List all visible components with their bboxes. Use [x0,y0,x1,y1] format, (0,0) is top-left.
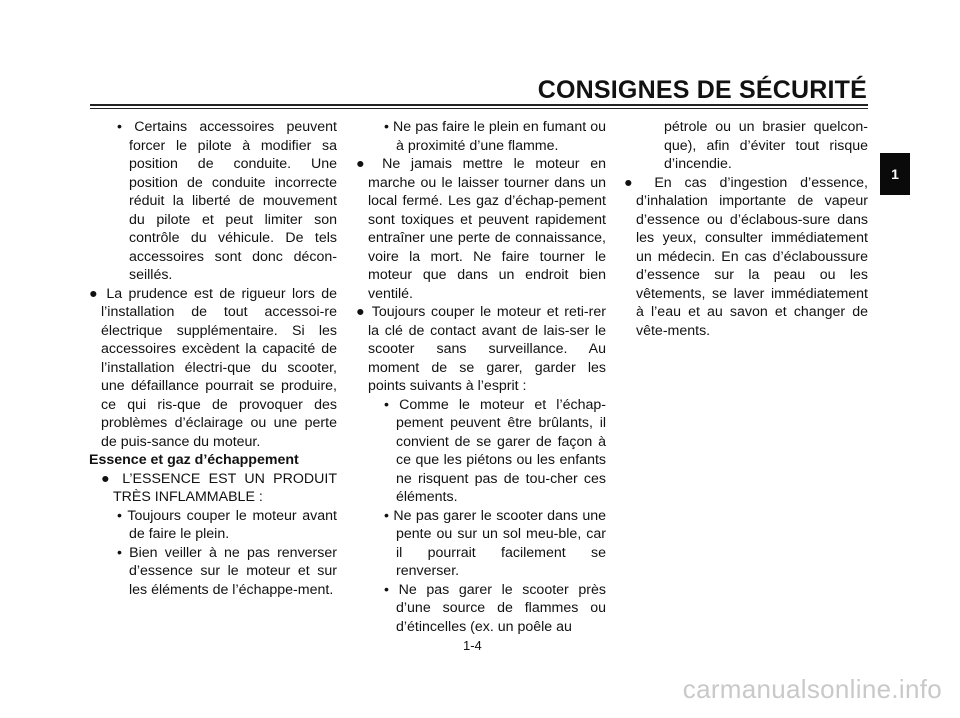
list-item: • Ne pas garer le scooter près d’une source de flammes ou d’étincelles (ex. un poêle au [384,581,606,635]
watermark: carmanualsonline.info [682,674,942,704]
list-item: ● Ne jamais mettre le moteur en marche ou le laisser tourner dans un local fermé. Les gaz d’échap-pement sont toxiques et peuvent rapidement entraîner une perte de connaissance, voire la mort. Ne faire tourner le moteur que dans un endroit bien ventilé. [356,156,606,302]
list-item: • Toujours couper le moteur avant de faire le plein. [117,507,337,542]
text-column-3 [624,118,868,340]
text-column-1 [89,118,337,599]
chapter-tab[interactable]: 1 [880,153,910,195]
list-item: • Ne pas faire le plein en fumant ou à proximité d’une flamme. [384,119,606,154]
page-title: CONSIGNES DE SÉCURITÉ [537,76,867,104]
list-item: • Certains accessoires peuvent forcer le pilote à modifier sa position de conduite. Une position de conduite incorrecte réduit la liberté de mouvement du pilote et peut limiter son contrôle du véhicule. De tels accessoires sont donc décon-seillés. [117,119,337,283]
list-item: ● La prudence est de rigueur lors de l’installation de tout accessoi-re électrique supplémentaire. Si les accessoires excèdent la capacité de l’installation électri-que du scooter, une défaillance pourrait se produire, ce qui ris-que de provoquer des problèmes d’éclairage ou une perte de puis-sance du moteur. [89,285,337,450]
section-heading: Essence et gaz d’échappement [89,452,299,468]
list-item: ● En cas d’ingestion d’essence, d’inhalation importante de vapeur d’essence ou d’éclabous-sure dans les yeux, consulter immédiatement un médecin. En cas d’éclaboussure d’essence sur la peau ou les vêtements, se laver immédiatement à l’eau et au savon et changer de vête-ments. [624,174,868,339]
list-item: ● Toujours couper le moteur et reti-rer la clé de contact avant de lais-ser le scooter sans surveillance. Au moment de se garer, garder les points suivants à l’esprit : [356,304,606,394]
title-rule-secondary [90,108,868,109]
title-rule [90,104,868,106]
list-item: ● L’ESSENCE EST UN PRODUIT TRÈS INFLAMMABLE : [101,470,337,505]
list-item: • Bien veiller à ne pas renverser d’essence sur le moteur et sur les éléments de l’échappe-ment. [117,544,337,598]
text-column-2 [356,118,606,636]
list-item: • Comme le moteur et l’échap-pement peuvent être brûlants, il convient de se garer de façon à ce que les piétons ou les enfants ne risquent pas de tou-cher ces éléments. [384,396,606,505]
list-item-continuation: pétrole ou un brasier quelcon-que), afin d’éviter tout risque d’incendie. [664,119,868,172]
list-item: • Ne pas garer le scooter dans une pente ou sur un sol meu-ble, car il pourrait facilement se renverser. [384,507,606,579]
page-number: 1-4 [463,638,482,653]
